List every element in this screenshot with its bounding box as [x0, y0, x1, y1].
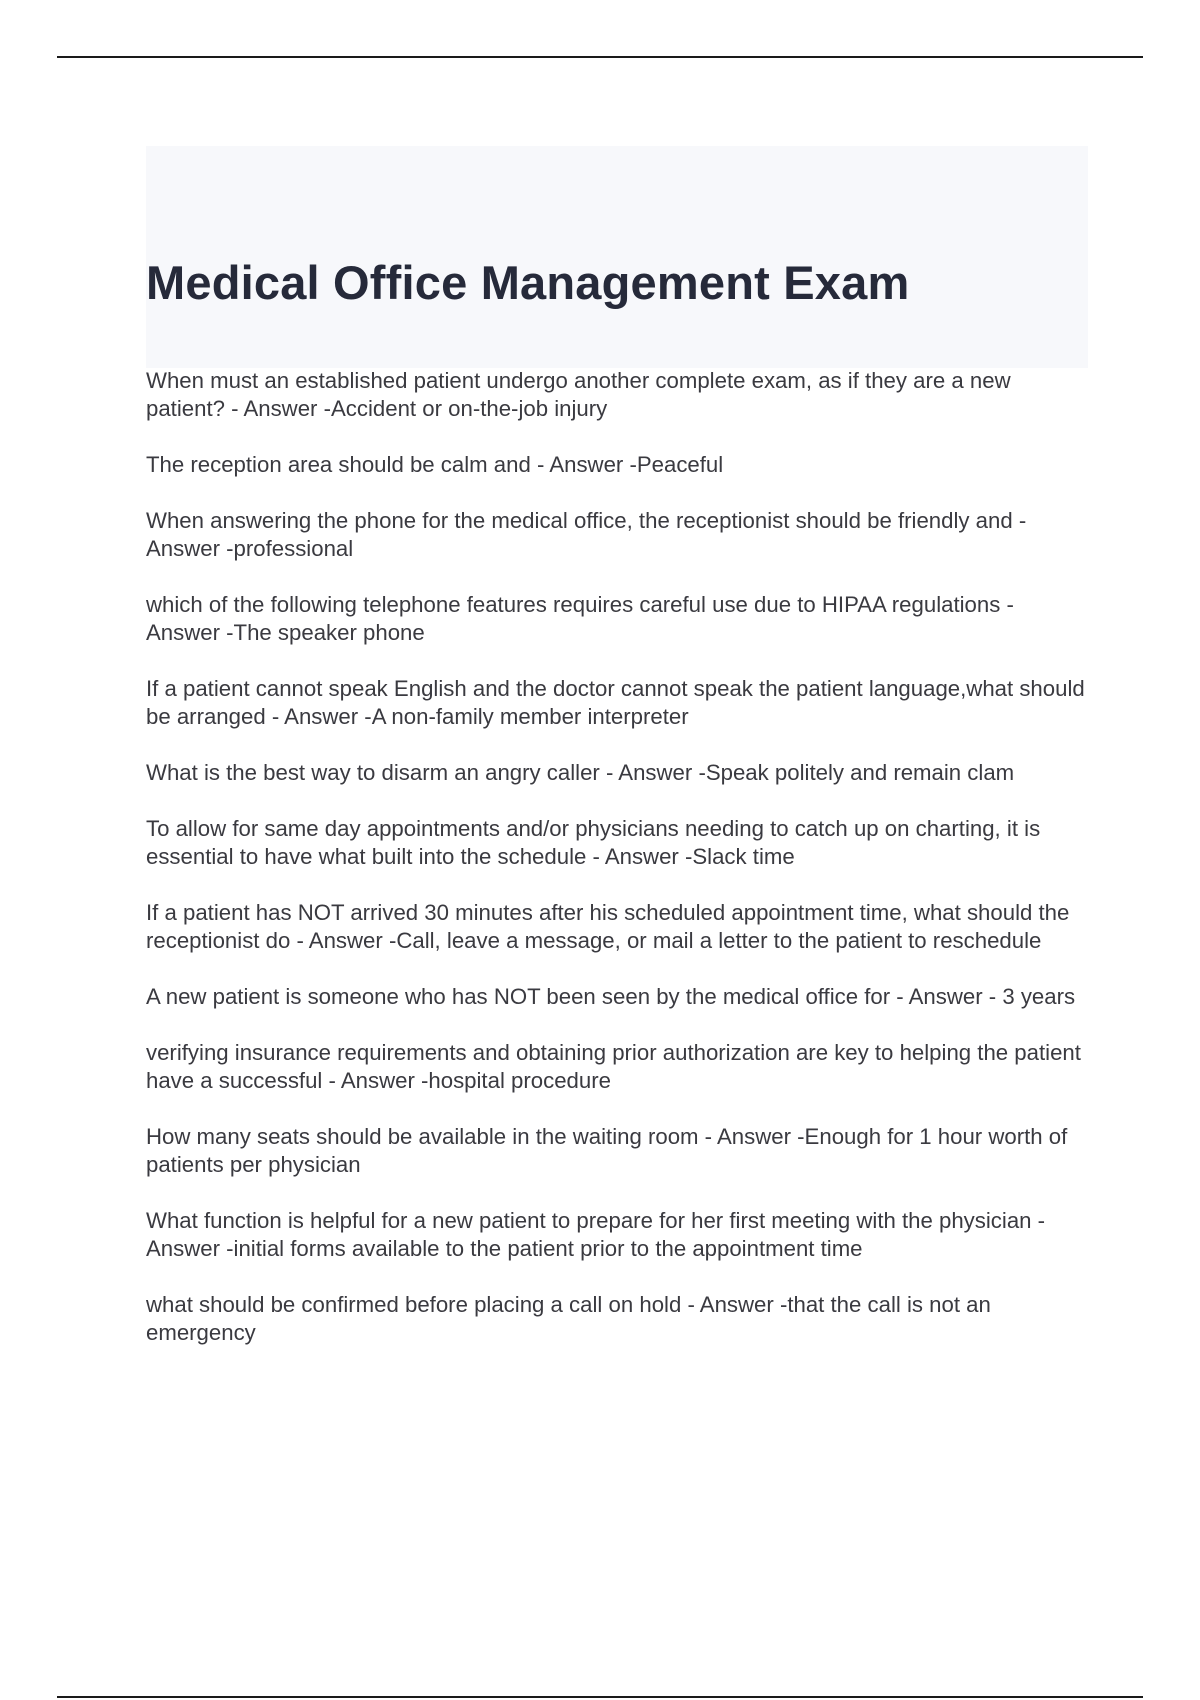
top-divider	[57, 56, 1143, 58]
qa-item: If a patient has NOT arrived 30 minutes after his scheduled appointment time, what should the receptionist do - Answer -Call, leave a message, or mail a letter to the patient to reschedule	[146, 900, 1070, 953]
qa-item: The reception area should be calm and - Answer -Peaceful	[146, 452, 724, 477]
qa-item: What function is helpful for a new patient to prepare for her first meeting with the physician - Answer -initial forms available to the patient prior to the appointment time	[146, 1208, 1046, 1261]
qa-item: If a patient cannot speak English and the doctor cannot speak the patient language,what should be arranged - Answer -A non-family member interpreter	[146, 676, 1085, 729]
qa-item: verifying insurance requirements and obtaining prior authorization are key to helping the patient have a successful - Answer -hospital procedure	[146, 1040, 1081, 1093]
qa-item: A new patient is someone who has NOT been seen by the medical office for - Answer - 3 years	[146, 984, 1076, 1009]
question-answer-list	[146, 367, 1091, 1375]
bottom-divider	[57, 1696, 1143, 1698]
qa-item: How many seats should be available in the waiting room - Answer -Enough for 1 hour worth of patients per physician	[146, 1124, 1068, 1177]
qa-item: what should be confirmed before placing a call on hold - Answer -that the call is not an emergency	[146, 1292, 991, 1345]
qa-item: What is the best way to disarm an angry caller - Answer -Speak politely and remain clam	[146, 760, 1015, 785]
page-title: Medical Office Management Exam	[146, 256, 910, 309]
qa-item: When answering the phone for the medical office, the receptionist should be friendly and - Answer -professional	[146, 508, 1027, 561]
title-banner	[146, 146, 1088, 368]
qa-item: To allow for same day appointments and/or physicians needing to catch up on charting, it is essential to have what built into the schedule - Answer -Slack time	[146, 816, 1041, 869]
qa-item: which of the following telephone features requires careful use due to HIPAA regulations - Answer -The speaker phone	[146, 592, 1014, 645]
qa-item: When must an established patient undergo another complete exam, as if they are a new patient? - Answer -Accident or on-the-job injury	[146, 368, 1011, 421]
